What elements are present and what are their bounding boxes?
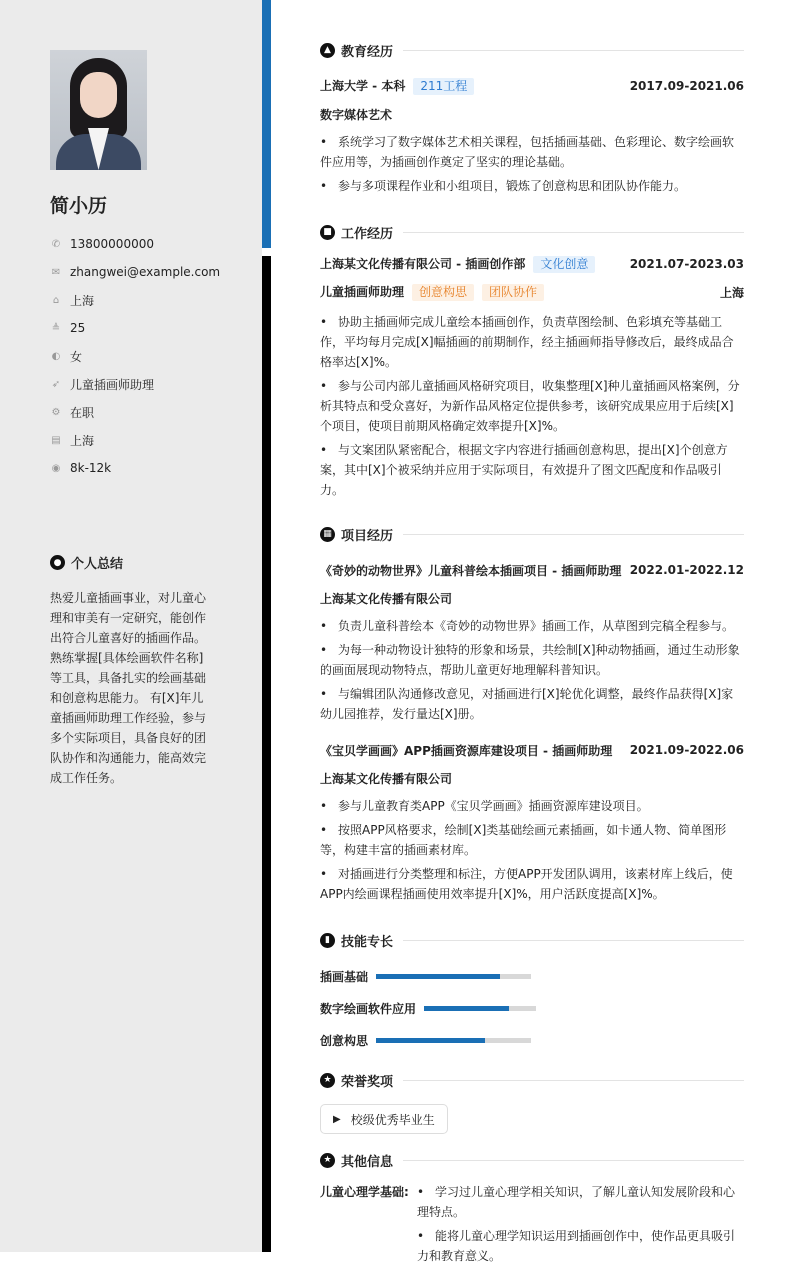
list-item: • 按照APP风格要求，绘制[X]类基础绘画元素插画，如卡通人物、简单图形等，构建丰富的插画素材库。 xyxy=(320,823,727,857)
graduation-cap-icon: ▲ xyxy=(320,43,335,58)
section-title: 教育经历 xyxy=(341,44,394,60)
user-icon: ● xyxy=(50,555,65,570)
section-title: 项目经历 xyxy=(341,528,394,544)
phone-icon: ✆ xyxy=(51,238,61,250)
gear-icon: ⚙ xyxy=(51,406,61,418)
award-icon: ★ xyxy=(320,1073,335,1088)
other-label: 儿童心理学基础: xyxy=(320,1185,409,1199)
list-item: • 参与公司内部儿童插画风格研究项目，收集整理[X]种儿童插画风格案例，分析其特点和受众喜好，为新作品风格定位提供参考，该研究成果应用于后续[X]个项目，使项目前期风格确定效率提升[X]%。 xyxy=(320,379,740,433)
chart-icon: ▮ xyxy=(320,933,335,948)
project-date: 2022.01-2022.12 xyxy=(629,563,744,577)
major: 数字媒体艺术 xyxy=(320,107,393,122)
section-title: 技能专长 xyxy=(341,934,394,950)
project-date: 2021.09-2022.06 xyxy=(629,743,744,757)
section-title: 工作经历 xyxy=(341,226,394,242)
briefcase-icon: ■ xyxy=(320,225,335,240)
skill-level-bar xyxy=(424,1006,509,1011)
section-title: 荣誉奖项 xyxy=(341,1074,394,1090)
send-icon: ➶ xyxy=(51,378,61,390)
role-tag: 创意构思 xyxy=(412,284,474,301)
projects-heading xyxy=(320,522,744,546)
mail-icon: ✉ xyxy=(51,266,61,278)
education-heading xyxy=(320,38,744,62)
city: 上海 xyxy=(70,433,95,448)
phone: 13800000000 xyxy=(70,237,154,251)
building-icon: ▤ xyxy=(51,434,61,446)
other-heading xyxy=(320,1148,744,1172)
summary-text: 热爱儿童插画事业，对儿童心理和审美有一定研究，能创作出符合儿童喜好的插画作品。熟练掌握[具体绘画软件名称]等工具，具备扎实的绘画基础和创意构思能力。 有[X]年儿童插画师助理工作经验，参与多个实际项目，具备良好的团队协作和沟通能力，能高效完成工作任务。 xyxy=(50,591,207,785)
summary-heading xyxy=(50,553,123,572)
list-item: • 协助主插画师完成儿童绘本插画创作，负责草图绘制、色彩填充等基础工作，平均每月完成[X]幅插画的前期制作，经主插画师指导修改后，最终成品合格率达[X]%。 xyxy=(320,315,734,369)
coin-icon: ◉ xyxy=(51,462,61,474)
awards-heading xyxy=(320,1068,744,1092)
gender-icon: ◐ xyxy=(51,350,61,362)
list-item: • 系统学习了数字媒体艺术相关课程，包括插画基础、色彩理论、数字绘画软件应用等，为插画创作奠定了坚实的理论基础。 xyxy=(320,135,735,169)
project-org: 上海某文化传播有限公司 xyxy=(320,771,453,786)
info-icon: ★ xyxy=(320,1153,335,1168)
award-item: ▶ 校级优秀毕业生 xyxy=(320,1104,448,1134)
project-name: 《奇妙的动物世界》儿童科普绘本插画项目 - 插画师助理 xyxy=(320,563,622,578)
list-item: • 参与儿童教育类APP《宝贝学画画》插画资源库建设项目。 xyxy=(320,799,649,813)
skill-item: 插画基础 xyxy=(320,960,538,992)
list-item: • 与文案团队紧密配合，根据文字内容进行插画创意构思，提出[X]个创意方案，其中[X]个被采纳并应用于实际项目，有效提升了图文匹配度和作品吸引力。 xyxy=(320,443,728,497)
role-tag: 团队协作 xyxy=(482,284,544,301)
skill-item: 创意构思 xyxy=(320,1024,538,1056)
divider-strip xyxy=(262,256,271,1252)
accent-strip xyxy=(262,0,271,248)
location: 上海 xyxy=(70,293,95,308)
contact-info xyxy=(50,230,220,482)
status: 在职 xyxy=(70,405,95,420)
project-org: 上海某文化传播有限公司 xyxy=(320,591,453,606)
home-icon: ⌂ xyxy=(52,294,60,306)
list-item: • 对插画进行分类整理和标注，方便APP开发团队调用，该素材库上线后，使APP内绘画课程插画使用效率提升[X]%，用户活跃度提高[X]%。 xyxy=(320,867,733,901)
play-icon: ▶ xyxy=(333,1113,341,1125)
age: 25 xyxy=(70,321,86,335)
position: 儿童插画师助理 xyxy=(70,377,155,392)
skill-item: 数字绘画软件应用 xyxy=(320,992,550,1024)
salary: 8k-12k xyxy=(70,461,112,475)
grid-icon: ▦ xyxy=(320,527,335,542)
cake-icon: ≜ xyxy=(51,322,61,334)
avatar xyxy=(50,50,147,170)
project-name: 《宝贝学画画》APP插画资源库建设项目 - 插画师助理 xyxy=(320,743,613,758)
list-item: • 为每一种动物设计独特的形象和场景，共绘制[X]种动物插画，通过生动形象的画面展现动物特点，帮助儿童更好地理解科普知识。 xyxy=(320,643,740,677)
list-item: • 负责儿童科普绘本《奇妙的动物世界》插画工作，从草图到完稿全程参与。 xyxy=(320,619,735,633)
summary-title: 个人总结 xyxy=(71,557,124,572)
email: zhangwei@example.com xyxy=(70,265,221,279)
edu-date: 2017.09-2021.06 xyxy=(629,79,744,93)
candidate-name: 简小历 xyxy=(50,195,108,217)
section-title: 其他信息 xyxy=(341,1154,394,1170)
list-item: • 能将儿童心理学知识运用到插画创作中，使作品更具吸引力和教育意义。 xyxy=(417,1229,736,1263)
school-tag: 211工程 xyxy=(413,78,474,95)
list-item: • 与编辑团队沟通修改意见，对插画进行[X]轮优化调整，最终作品获得[X]家幼儿园推荐，发行量达[X]册。 xyxy=(320,687,734,721)
skill-level-bar xyxy=(376,1038,485,1043)
skills-list xyxy=(320,960,744,1056)
gender: 女 xyxy=(70,349,83,364)
company: 上海某文化传播有限公司 - 插画创作部 xyxy=(320,257,526,271)
list-item: • 学习过儿童心理学相关知识，了解儿童认知发展阶段和心理特点。 xyxy=(417,1185,736,1219)
work-location: 上海 xyxy=(719,285,744,300)
school: 上海大学 - 本科 xyxy=(320,79,406,93)
company-tag: 文化创意 xyxy=(533,256,595,273)
work-date: 2021.07-2023.03 xyxy=(629,257,744,271)
skills-heading xyxy=(320,928,744,952)
work-heading xyxy=(320,220,744,244)
main-content xyxy=(320,38,744,1270)
role: 儿童插画师助理 xyxy=(320,285,405,299)
skill-level-bar xyxy=(376,974,500,979)
list-item: • 参与多项课程作业和小组项目，锻炼了创意构思和团队协作能力。 xyxy=(320,179,687,193)
